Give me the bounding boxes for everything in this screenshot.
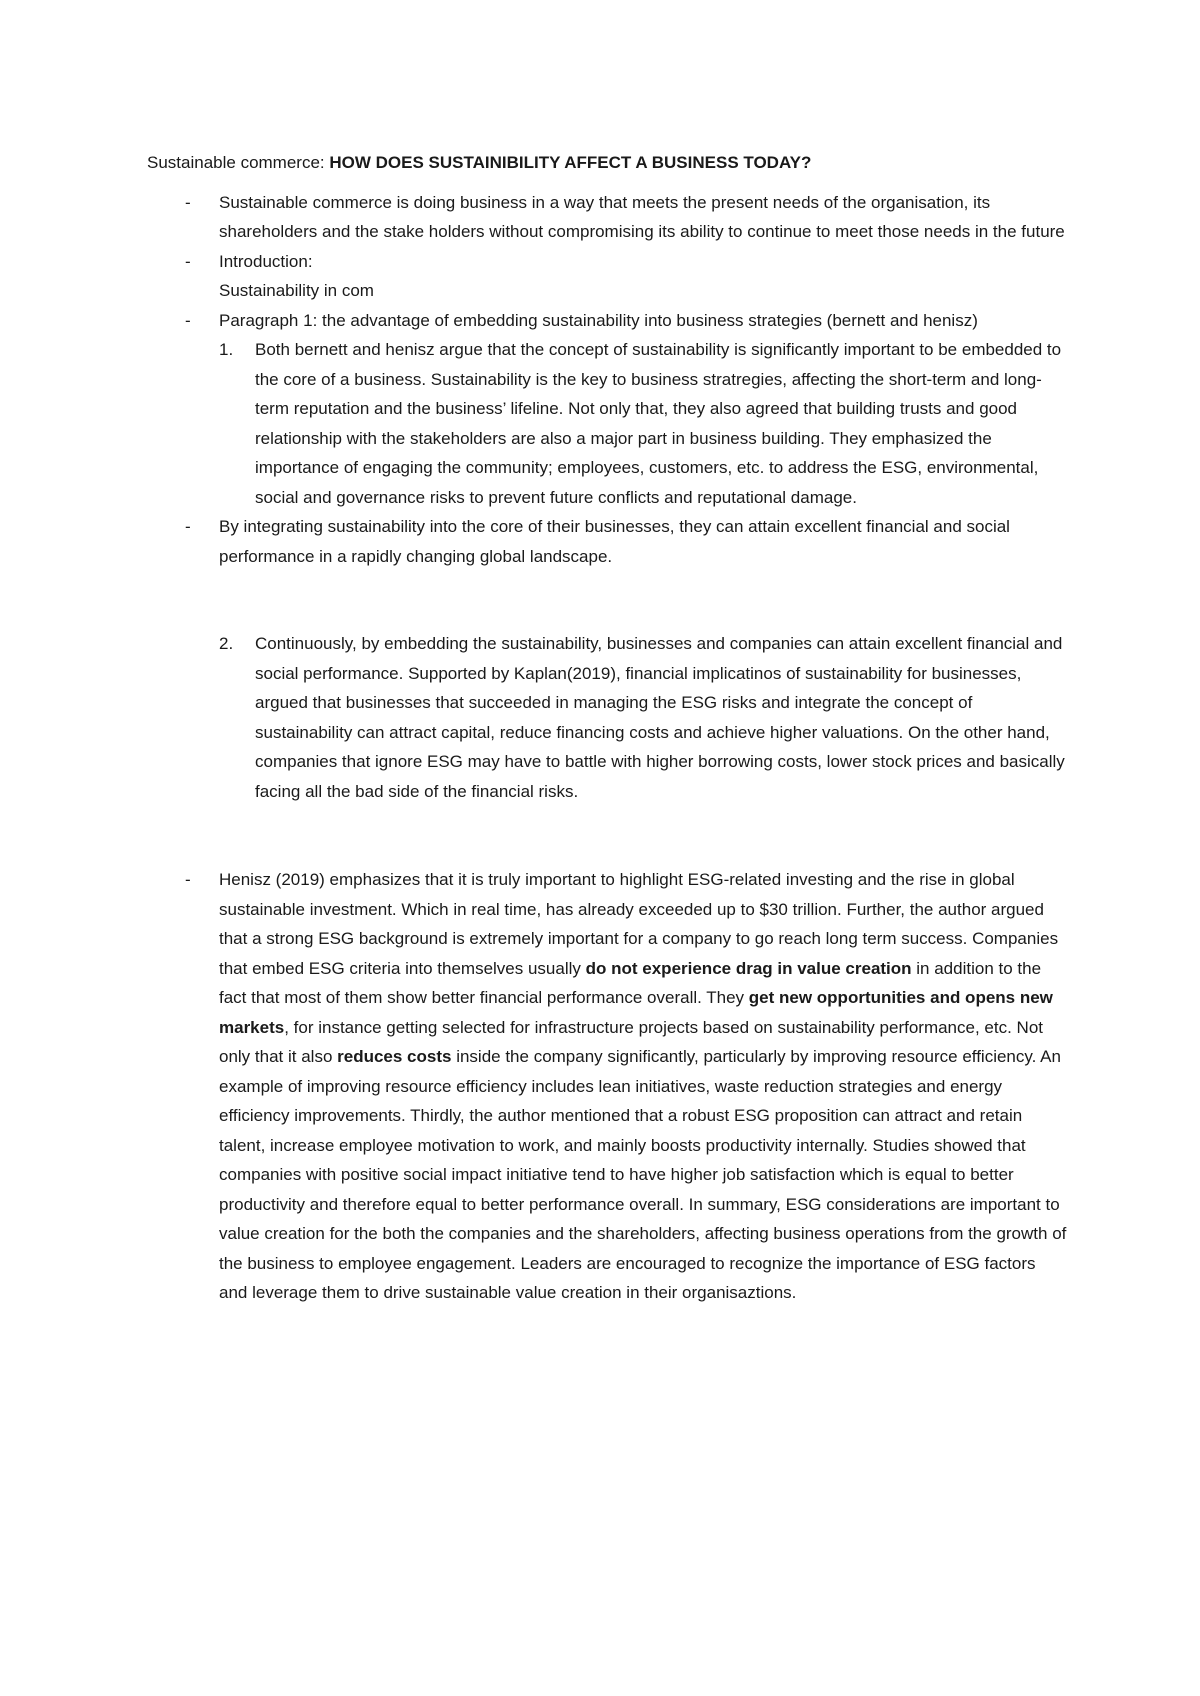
bullet-introduction [147,247,1067,306]
document-body [147,148,1067,1308]
bullet-integrating [147,512,1067,571]
document-title [147,148,1067,178]
bullet-paragraph1 [147,306,1067,336]
paragraph1-heading: Paragraph 1: the advantage of embedding sustainability into business strategies (bernett and henisz) [219,310,978,330]
numbered-item-1 [147,335,1067,512]
henisz-text-3: , for instance getting selected for infrastructure projects based on sustainability performance, etc. Not only that it also [219,1017,1043,1066]
dash-marker: - [185,517,191,536]
title-heading: HOW DOES SUSTAINIBILITY AFFECT A BUSINESS TODAY? [329,153,812,172]
title-prefix: Sustainable commerce: [147,153,330,172]
item-number: 1. [219,340,234,359]
item-number: 2. [219,634,234,653]
numbered-item-text: Both bernett and henisz argue that the concept of sustainability is significantly important to be embedded to the core of a business. Sustainability is the key to business stratregies, affecting the short-term and long-term reputation and the business’ lifeline. Not only that, they also agreed that building trusts and good relationship with the stakeholders are also a major part in business building. They emphasized the importance of engaging the community; employees, customers, etc. to address the ESG, environmental, social and governance risks to prevent future conflicts and reputational damage. [255,340,1062,507]
henisz-emphasis-1: do not experience drag in value creation [585,958,912,978]
dash-marker: - [185,870,191,889]
dash-marker: - [185,310,191,330]
henisz-paragraph [219,865,1067,1308]
bullet-henisz [147,865,1067,1308]
numbered-item-2 [147,629,1067,806]
intro-label: Introduction: [219,251,313,271]
henisz-text-4: inside the company significantly, particularly by improving resource efficiency. An example of improving resource efficiency includes lean initiatives, waste reduction strategies and energy efficiency improvements. Thirdly, the author mentioned that a robust ESG proposition can attract and retain talent, increase employee motivation to work, and mainly boosts productivity internally. Studies showed that companies with positive social impact initiative tend to have higher job satisfaction which is equal to better productivity and therefore equal to better performance overall. In summary, ESG considerations are important to value creation for the both the companies and the shareholders, affecting business operations from the growth of the business to employee engagement. Leaders are encouraged to recognize the importance of ESG factors and leverage them to drive sustainable value creation in their organisaztions. [219,1047,1067,1302]
henisz-emphasis-3: reduces costs [337,1047,452,1066]
dash-marker: - [185,192,191,212]
numbered-item-text: Continuously, by embedding the sustainability, businesses and companies can attain excellent financial and social performance. Supported by Kaplan(2019), financial implicatinos of sustainability for businesses, argued that businesses that succeeded in managing the ESG risks and integrate the concept of sustainability can attract capital, reduce financing costs and achieve higher valuations. On the other hand, companies that ignore ESG may have to battle with higher borrowing costs, lower stock prices and basically facing all the bad side of the financial risks. [255,634,1065,801]
henisz-text-2: in addition to the fact that most of them show better financial performance overall. They [219,958,1042,1007]
intro-text: Sustainability in com [219,281,374,300]
definition-text: Sustainable commerce is doing business in a way that meets the present needs of the organisation, its shareholders and the stake holders without compromising its ability to continue to meet those needs in the future [219,192,1065,241]
integrating-text: By integrating sustainability into the core of their businesses, they can attain excellent financial and social performance in a rapidly changing global landscape. [219,517,1010,566]
henisz-text-1: Henisz (2019) emphasizes that it is truly important to highlight ESG-related investing and the rise in global sustainable investment. Which in real time, has already exceeded up to $30 trillion. Further, the author argued that a strong ESG background is extremely important for a company to go reach long term success. Companies that embed ESG criteria into themselves usually [219,870,1059,978]
bullet-definition [147,188,1067,247]
dash-marker: - [185,251,191,271]
henisz-emphasis-2: get new opportunities and opens new markets [219,988,1053,1037]
